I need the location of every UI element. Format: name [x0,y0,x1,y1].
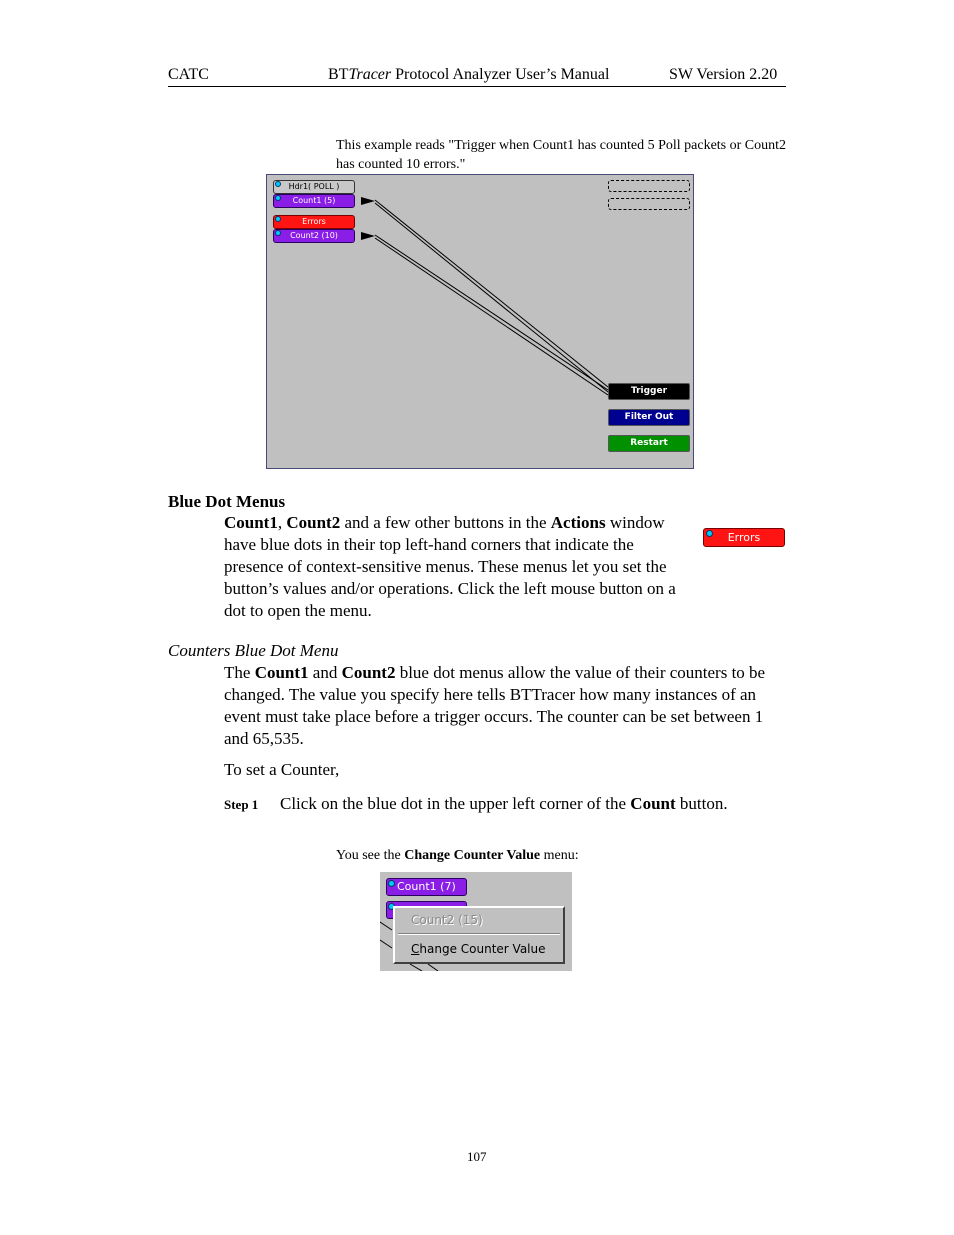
step-text [280,793,740,815]
bold-term: Count1 [254,663,309,682]
text-run: The [224,663,255,682]
menu-item-label: hange Counter Value [419,942,546,956]
blue-dot-icon[interactable] [275,181,281,187]
counter-menu-figure [380,872,572,971]
connector-line [375,238,608,395]
arrow-head-icon [361,232,375,240]
instruction-intro: To set a Counter, [224,760,340,779]
count1-button[interactable] [386,878,467,896]
header-title-prefix: BT [328,66,349,83]
count1-label: Count1 (7) [397,880,456,893]
bold-term: Actions [550,513,606,532]
text-run: button. [675,794,728,813]
menu-mnemonic: C [411,942,420,956]
connector-line [375,203,608,392]
count2-label: Count2 (10) [290,231,338,240]
bold-term: Change Counter Value [404,848,541,863]
text-run: , [277,513,287,532]
trigger-button[interactable]: Trigger [608,383,690,400]
blue-dot-icon[interactable] [275,216,281,222]
menu-item-disabled: Count2 (15) [411,913,483,927]
count1-button[interactable] [273,194,355,208]
text-run: and a few other buttons in the [340,513,551,532]
blue-dot-icon[interactable] [275,230,281,236]
connector-line [380,922,392,930]
text-run: blue dot menus allow the value of their counters to be changed. The value you specify here tells BTTracer how many instances of an event must take place before a trigger occurs. The counter can be set between 1 and 65,535. [224,663,766,748]
figure-caption: This example reads "Trigger when Count1 has counted 5 Poll packets or Count2 has counted 10 errors." [336,138,787,172]
header-title [328,66,609,84]
blue-dot-icon[interactable] [275,195,281,201]
menu-item-change-counter-value[interactable] [411,942,546,956]
errors-example-button[interactable] [703,528,785,547]
bold-term: Count2 [341,663,396,682]
subsection-paragraph [224,662,786,750]
hdr-poll-button[interactable] [273,180,355,194]
section-paragraph [224,512,692,622]
empty-slot[interactable] [608,180,690,192]
connector-line [380,940,392,948]
step-label: Step 1 [224,797,259,812]
context-menu [393,906,565,964]
connector-line [428,964,438,971]
bold-term: Count [630,794,676,813]
figure-caption-2 [336,848,579,864]
header-rule [168,86,786,87]
count1-label: Count1 (5) [292,196,336,205]
blue-dot-icon[interactable] [706,530,713,537]
header-left: CATC [168,66,209,83]
restart-button[interactable]: Restart [608,435,690,452]
menu-separator [398,933,560,935]
text-run: menu: [540,848,579,863]
subsection-heading: Counters Blue Dot Menu [168,641,339,660]
bold-term: Count2 [286,513,341,532]
text-run: Click on the blue dot in the upper left corner of the [280,794,631,813]
errors-button[interactable] [273,215,355,229]
errors-example-label: Errors [727,531,761,544]
text-run: and [308,663,342,682]
actions-window-figure [266,174,694,469]
empty-slot[interactable] [608,198,690,210]
errors-label: Errors [302,217,326,226]
connector-line [410,964,422,971]
text-run: window have blue dots in their top left-hand corners that indicate the presence of context-sensitive menus. These menus let you set the button’s values and/or operations. Click the left mouse button on a dot to open the menu. [224,513,676,620]
blue-dot-icon[interactable] [388,880,395,887]
count2-button[interactable] [273,229,355,243]
header-title-suffix: Protocol Analyzer User’s Manual [391,66,610,83]
bold-term: Count1 [224,513,278,532]
connector-line [375,200,608,387]
hdr-poll-label: Hdr1( POLL ) [288,182,340,191]
connector-line [375,235,608,390]
header-title-italic: Tracer [348,66,392,83]
filter-out-button[interactable]: Filter Out [608,409,690,426]
page-number: 107 [467,1149,487,1164]
arrow-head-icon [361,197,375,205]
section-heading: Blue Dot Menus [168,492,286,511]
text-run: You see the [336,848,405,863]
header-version: SW Version 2.20 [669,66,778,83]
